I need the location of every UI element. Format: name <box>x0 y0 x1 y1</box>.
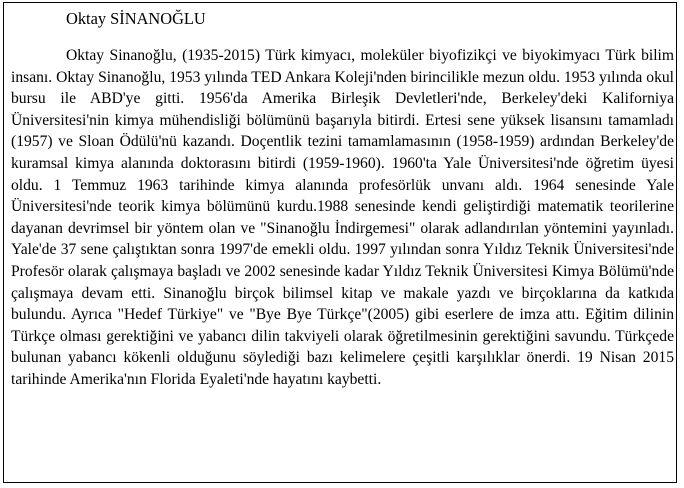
document-body-paragraph: Oktay Sinanoğlu, (1935-2015) Türk kimyacı, moleküler biyofizikçi ve biyokimyacı Türk bilim insanı. Oktay Sinanoğlu, 1953 yılında TED Ankara Koleji'nden birincilikle mezun oldu. 1953 yılında okul bursu ile ABD'ye gitti. 1956'da Amerika Birleşik Devletleri'nde, Berkeley'deki Kaliforniya Üniversitesi'nin kimya mühendisliği bölümünü başarıyla bitirdi. Ertesi sene yüksek lisansını tamamladı (1957) ve Sloan Ödülü'nü kazandı. Doçentlik tezini tamamlamasının (1958-1959) ardından Berkeley'de kuramsal kimya alanında doktorasını bitirdi (1959-1960). 1960'ta Yale Üniversitesi'nde öğretim üyesi oldu. 1 Temmuz 1963 tarihinde kimya alanında profesörlük unvanı aldı. 1964 senesinde Yale Üniversitesi'nde teorik kimya bölümünü kurdu.1988 senesinde kendi geliştirdiği matematik teorilerine dayanan devrimsel bir yöntem olan ve "Sinanoğlu İndirgemesi" olarak adlandırılan yöntemini yayınladı. Yale'de 37 sene çalıştıktan sonra 1997'de emekli oldu. 1997 yılından sonra Yıldız Teknik Üniversitesi'nde Profesör olarak çalışmaya başladı ve 2002 senesinde kadar Yıldız Teknik Üniversitesi Kimya Bölümü'nde çalışmaya devam etti. Sinanoğlu birçok bilimsel kitap ve makale yazdı ve birçoklarına da katkıda bulundu. Ayrıca "Hedef Türkiye" ve "Bye Bye Türkçe"(2005) gibi eserlere de imza attı. Eğitim dilinin Türkçe olması gerektiğini ve yabancı dilin takviyeli olarak öğretilmesinin gerektiğini savundu. Türkçede bulunan yabancı kökenli olduğunu söylediği bazı kelimelere çeşitli karşılıklar önerdi. 19 Nisan 2015 tarihinde Amerika'nın Florida Eyaleti'nde hayatını kaybetti. <box>11 47 674 388</box>
document-frame <box>3 2 677 483</box>
document-title: Oktay SİNANOĞLU <box>66 9 206 28</box>
